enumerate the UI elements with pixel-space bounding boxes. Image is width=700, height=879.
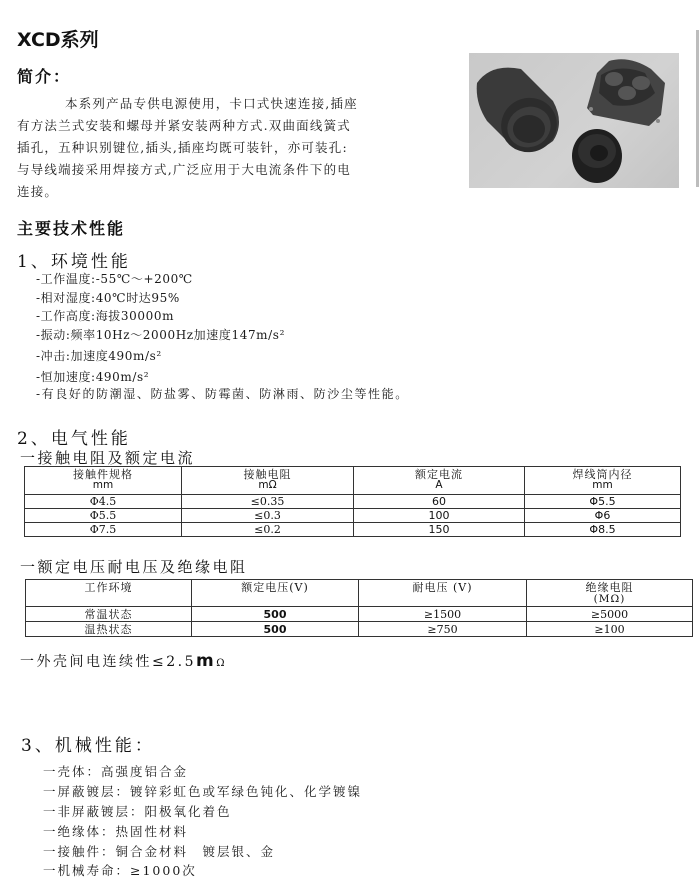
table-cell — [26, 607, 192, 622]
table-cell: ≥5000 — [527, 607, 693, 622]
mech-spec-item: 一非屏蔽镀层：阳极氧化着色 — [43, 804, 232, 819]
cap-connector-image — [572, 129, 622, 183]
table-header-cell — [525, 467, 681, 495]
contact-resistance-table — [24, 466, 681, 537]
table-cell: 60 — [354, 495, 525, 509]
intro-line: 插孔，五种识别键位,插头,插座均既可装针，亦可装孔: — [17, 140, 348, 155]
intro-line: 与导线端接采用焊接方式,广泛应用于大电流条件下的电 — [17, 162, 351, 177]
table-cell: 100 — [354, 509, 525, 523]
env-spec-item: -有良好的防潮湿、防盐雾、防霉菌、防淋雨、防沙尘等性能。 — [36, 387, 409, 401]
table-cell: 150 — [354, 523, 525, 537]
table-cell: 500 — [192, 607, 359, 622]
header-unit: A — [435, 479, 443, 491]
intro-heading: 简介： — [17, 67, 72, 86]
intro-line: 连接。 — [17, 184, 59, 199]
page-title: XCD系列 — [17, 29, 99, 51]
main-specs-heading: 主要技术性能 — [17, 219, 126, 238]
mech-spec-item: 一屏蔽镀层：镀锌彩虹色或军绿色钝化、化学镀镍 — [43, 784, 363, 799]
intro-line: 有方法兰式安装和螺母并紧安装两种方式.双曲面线簧式 — [17, 118, 351, 133]
table-cell: Φ5.5 — [525, 495, 681, 509]
section-environmental-heading: 1、环境性能 — [17, 252, 131, 272]
section-electrical-heading: 2、电气性能 — [17, 429, 131, 449]
intro-paragraph — [17, 93, 362, 203]
continuity-unit-ohm: Ω — [216, 658, 228, 669]
table-cell: 500 — [192, 622, 359, 637]
table-cell: ≤0.35 — [182, 495, 354, 509]
table-header-cell — [26, 580, 192, 607]
connector-photo-illustration — [469, 53, 679, 188]
table-header-row — [25, 467, 681, 495]
table-cell: ≥750 — [359, 622, 527, 637]
env-spec-item: -相对湿度:40℃时达95% — [36, 291, 180, 305]
table-cell: ≤0.2 — [182, 523, 354, 537]
table-cell: Φ5.5 — [25, 509, 182, 523]
receptacle-connector-image — [587, 59, 665, 126]
env-spec-item: -振动:频率10Hz～2000Hz加速度147m/s² — [36, 328, 285, 342]
table-cell: Φ4.5 — [25, 495, 182, 509]
header-label: 接触件规格 — [73, 468, 133, 481]
table-header-cell — [25, 467, 182, 495]
header-label: 工作环境 — [84, 581, 133, 594]
header-label: 额定电流 — [415, 468, 463, 481]
env-spec-item: -冲击:加速度490m/s² — [36, 349, 162, 363]
mech-spec-item: 一接触件：铜合金材料 镀层银、金 — [43, 844, 276, 859]
env-spec-item: -工作高度:海拔30000m — [36, 309, 175, 323]
header-label: 接触电阻 — [243, 468, 292, 481]
table-cell: Φ6 — [525, 509, 681, 523]
table-row — [25, 495, 681, 509]
mech-spec-item: 一壳体：高强度铝合金 — [43, 764, 189, 779]
mech-spec-item: 一绝缘体：热固性材料 — [43, 824, 189, 839]
header-label: 耐电压 (V) — [412, 581, 473, 594]
scan-edge-line — [696, 30, 699, 187]
table-cell: Φ7.5 — [25, 523, 182, 537]
intro-line: 本系列产品专供电源使用，卡口式快速连接,插座 — [65, 96, 358, 111]
header-label: 焊线筒内径 — [572, 468, 633, 481]
table-cell: ≥1500 — [359, 607, 527, 622]
table2-caption: 一额定电压耐电压及绝缘电阻 — [20, 558, 248, 576]
header-unit: mm — [592, 479, 613, 491]
table-cell — [26, 622, 192, 637]
continuity-text: 一外壳间电连续性≤2.5 — [20, 654, 196, 670]
header-label: 额定电压(V) — [241, 581, 309, 594]
table-header-cell — [359, 580, 527, 607]
header-unit: mm — [92, 479, 114, 491]
table-header-row — [26, 580, 693, 607]
voltage-insulation-table — [25, 579, 693, 637]
cell-text: 温热状态 — [84, 622, 133, 636]
shell-continuity-spec — [20, 651, 227, 671]
continuity-unit-m: m — [196, 651, 217, 671]
table-header-cell — [192, 580, 359, 607]
table-row — [26, 607, 693, 622]
table-cell: ≤0.3 — [182, 509, 354, 523]
header-unit: (MΩ) — [593, 593, 626, 605]
env-spec-item: -恒加速度:490m/s² — [36, 370, 150, 384]
table-header-cell — [354, 467, 525, 495]
env-spec-item: -工作温度:-55℃～+200℃ — [36, 272, 193, 286]
table-cell: Φ8.5 — [525, 523, 681, 537]
mech-spec-item: 一机械寿命：≥1000次 — [43, 863, 197, 878]
cell-text: 常温状态 — [84, 607, 133, 621]
header-label: 绝缘电阻 — [585, 581, 634, 594]
plug-connector-image — [477, 68, 566, 162]
section-mechanical-heading: 3、机械性能： — [21, 736, 155, 756]
product-photo — [469, 53, 679, 188]
table-row — [25, 523, 681, 537]
table-row — [26, 622, 693, 637]
table-row — [25, 509, 681, 523]
table-cell: ≥100 — [527, 622, 693, 637]
table1-caption: 一接触电阻及额定电流 — [20, 449, 196, 467]
table-header-cell — [527, 580, 693, 607]
table-header-cell — [182, 467, 354, 495]
header-unit: mΩ — [258, 479, 277, 491]
